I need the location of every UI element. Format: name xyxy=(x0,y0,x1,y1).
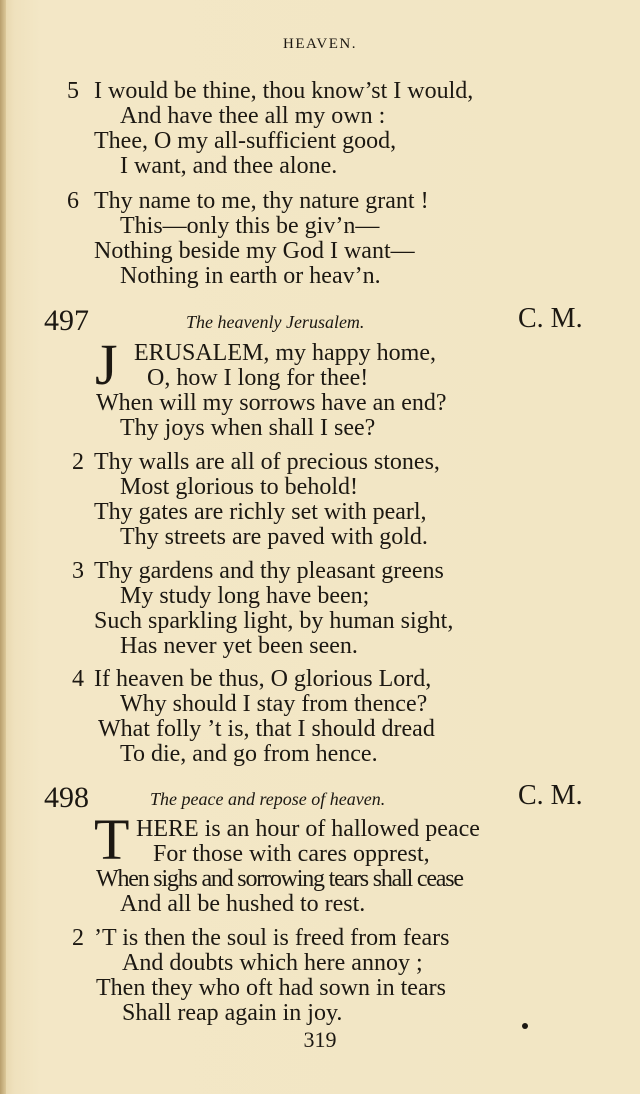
verse-line: For those with cares opprest, xyxy=(153,841,430,867)
verse-line: Has never yet been seen. xyxy=(120,633,358,659)
verse-line: Thee, O my all-sufficient good, xyxy=(94,128,397,154)
verse-line: Thy walls are all of precious stones, xyxy=(94,449,440,475)
verse-line: And all be hushed to rest. xyxy=(120,891,366,917)
verse-line: ERUSALEM, my happy home, xyxy=(134,340,436,366)
page-binding-edge xyxy=(0,0,6,1094)
verse-line: And doubts which here annoy ; xyxy=(122,950,423,976)
hymn-number: 498 xyxy=(44,781,89,814)
verse-line: Such sparkling light, by human sight, xyxy=(94,608,454,634)
verse-line: If heaven be thus, O glorious Lord, xyxy=(94,666,432,692)
stanza-number: 2 xyxy=(72,449,84,475)
page-number: 319 xyxy=(303,1027,337,1052)
hymn-title: The peace and repose of heaven. xyxy=(150,789,386,809)
verse-line: I want, and thee alone. xyxy=(120,153,338,179)
verse-line: Thy gates are richly set with pearl, xyxy=(94,499,427,525)
verse-line: Why should I stay from thence? xyxy=(120,691,428,717)
stanza-number: 4 xyxy=(72,666,84,692)
verse-line: When sighs and sorrowing tears shall cease xyxy=(96,866,463,892)
hymn-title: The heavenly Jerusalem. xyxy=(186,312,365,332)
verse-line: My study long have been; xyxy=(120,583,370,609)
verse-line: Then they who oft had sown in tears xyxy=(96,975,446,1001)
verse-line: To die, and go from hence. xyxy=(120,741,378,767)
verse-line: This—only this be giv’n— xyxy=(120,213,380,239)
stanza-number: 6 xyxy=(67,188,79,214)
drop-cap: J xyxy=(95,332,118,397)
verse-line: Thy gardens and thy pleasant greens xyxy=(94,558,444,584)
verse-line: I would be thine, thou know’st I would, xyxy=(94,78,474,104)
verse-line: ’T is then the soul is freed from fears xyxy=(94,925,450,951)
printer-mark xyxy=(522,1023,528,1029)
verse-line: Thy name to me, thy nature grant ! xyxy=(94,188,429,214)
verse-line: Most glorious to behold! xyxy=(120,474,358,500)
verse-line: O, how I long for thee! xyxy=(147,365,369,391)
stanza-number: 2 xyxy=(72,925,84,951)
hymn-number: 497 xyxy=(44,304,89,337)
running-head: HEAVEN. xyxy=(283,36,357,52)
verse-line: HERE is an hour of hallowed peace xyxy=(136,816,480,842)
stanza-number: 5 xyxy=(67,78,79,104)
verse-line: Nothing beside my God I want— xyxy=(94,238,415,264)
verse-line: And have thee all my own : xyxy=(120,103,386,129)
verse-line: Nothing in earth or heav’n. xyxy=(120,263,381,289)
verse-line: What folly ’t is, that I should dread xyxy=(98,716,435,742)
stanza-number: 3 xyxy=(72,558,84,584)
verse-line: Shall reap again in joy. xyxy=(122,1000,343,1026)
hymn-meter: C. M. xyxy=(518,303,583,334)
drop-cap: T xyxy=(94,807,130,872)
verse-line: Thy joys when shall I see? xyxy=(120,415,376,441)
verse-line: When will my sorrows have an end? xyxy=(96,390,447,416)
verse-line: Thy streets are paved with gold. xyxy=(120,524,428,550)
hymn-meter: C. M. xyxy=(518,780,583,811)
